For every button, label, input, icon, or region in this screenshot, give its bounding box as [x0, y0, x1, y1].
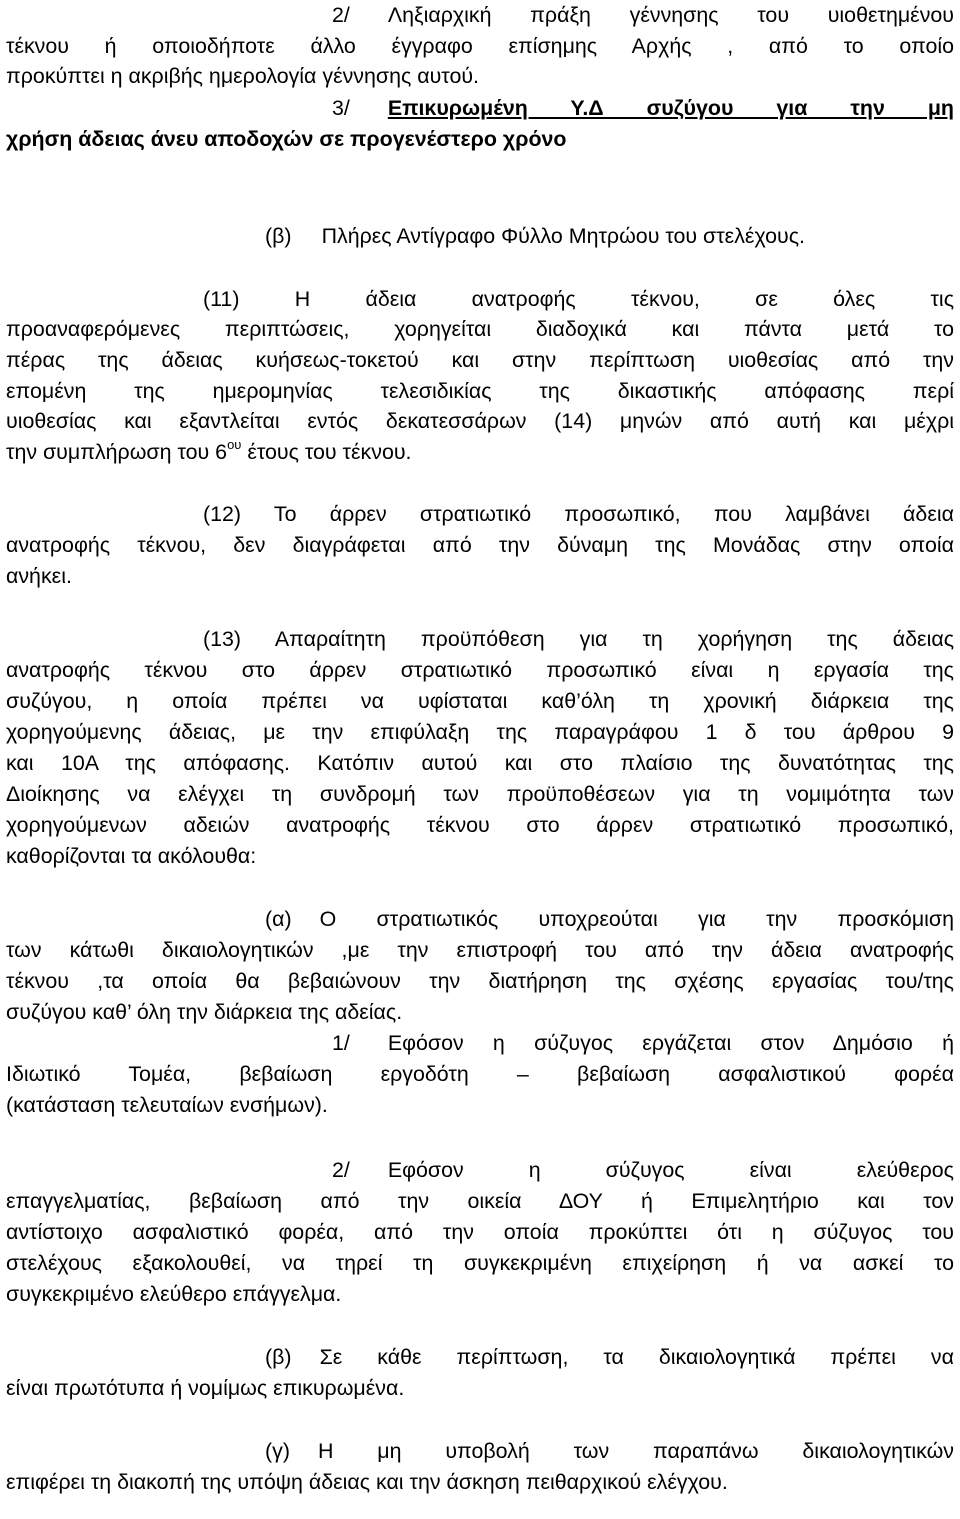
- item3-line1: [332, 95, 954, 121]
- p13-line6: Διοίκησης να ελέγχει τη συνδρομή των προϋποθέσεων για τη νομιμότητα των: [6, 782, 954, 806]
- g-line1: [265, 1438, 954, 1464]
- item3-line2: χρήση άδειας άνευ αποδοχών σε προγενέστερο χρόνο: [6, 127, 567, 151]
- b-line: [265, 223, 955, 249]
- b2-line2: είναι πρωτότυπα ή νομίμως επικυρωμένα.: [6, 1376, 405, 1400]
- a1-line2: Ιδιωτικό Τομέα, βεβαίωση εργοδότη – βεβαίωση ασφαλιστικού φορέα: [6, 1062, 954, 1086]
- a2-line3: αντίστοιχο ασφαλιστικό φορέα, από την οποία προκύπτει ότι η σύζυγος του: [6, 1220, 954, 1244]
- a1-text: Εφόσον η σύζυγος εργάζεται στον Δημόσιο ή: [387, 1031, 954, 1055]
- p13-line1: (13) Απαραίτητη προϋπόθεση για τη χορήγηση της άδειας: [203, 627, 954, 651]
- g-line2: επιφέρει τη διακοπή της υπόψη άδειας και την άσκηση πειθαρχικού ελέγχου.: [6, 1470, 728, 1494]
- a2-line1: [332, 1157, 954, 1183]
- p11-line6-end: έτους του τέκνου.: [241, 440, 412, 464]
- a-line2: των κάτωθι δικαιολογητικών ,με την επιστροφή του από την άδεια ανατροφής: [6, 938, 954, 962]
- a-line3: τέκνου ,τα οποία θα βεβαιώνουν την διατήρηση της σχέσης εργασίας του/της: [6, 969, 954, 993]
- a2-line5: συγκεκριμένο ελεύθερο επάγγελμα.: [6, 1282, 342, 1306]
- item3-label: 3/: [332, 96, 350, 120]
- p11-line5: υιοθεσίας και εξαντλείται εντός δεκατεσσάρων (14) μηνών από αυτή και μέχρι: [6, 409, 954, 433]
- p11-line1: (11) Η άδεια ανατροφής τέκνου, σε όλες τις: [203, 287, 954, 311]
- p13-line4: χορηγούμενης άδειας, με την επιφύλαξη της παραγράφου 1 δ του άρθρου 9: [6, 720, 954, 744]
- p12-line2: ανατροφής τέκνου, δεν διαγράφεται από την δύναμη της Μονάδας στην οποία: [6, 533, 954, 557]
- a-label: (α): [265, 907, 292, 931]
- b-label: (β): [265, 224, 292, 248]
- b-text: Πλήρες Αντίγραφο Φύλλο Μητρώου του στελέχους.: [321, 224, 805, 248]
- a1-label: 1/: [332, 1031, 350, 1055]
- p13-line3: συζύγου, η οποία πρέπει να υφίσταται καθ’όλη τη χρονική διάρκεια της: [6, 689, 954, 713]
- item2-line1: [332, 2, 954, 28]
- p13-line8: καθορίζονται τα ακόλουθα:: [6, 844, 257, 868]
- ordinal-suffix: ου: [227, 436, 242, 452]
- g-label: (γ): [265, 1439, 290, 1463]
- a1-line1: [332, 1030, 954, 1056]
- p12-line3: ανήκει.: [6, 564, 72, 588]
- b2-label: (β): [265, 1345, 292, 1369]
- a-line1: [265, 906, 954, 932]
- p13-line7: χορηγούμενων αδειών ανατροφής τέκνου στο άρρεν στρατιωτικό προσωπικό,: [6, 813, 954, 837]
- a2-text: Εφόσον η σύζυγος είναι ελεύθερος: [387, 1158, 954, 1182]
- p11-line3: πέρας της άδειας κυήσεως-τοκετού και στην περίπτωση υιοθεσίας από την: [6, 348, 954, 372]
- item2-text: Ληξιαρχική πράξη γέννησης του υιοθετημένου: [387, 3, 954, 27]
- p12-line1: (12) Το άρρεν στρατιωτικό προσωπικό, που λαμβάνει άδεια: [203, 502, 954, 526]
- p13-line5: και 10Α της απόφασης. Κατόπιν αυτού και στο πλαίσιο της δυνατότητας της: [6, 751, 954, 775]
- a2-label: 2/: [332, 1158, 350, 1182]
- p11-line4: επομένη της ημερομηνίας τελεσιδικίας της δικαστικής απόφασης περί: [6, 379, 954, 403]
- a2-line2: επαγγελματίας, βεβαίωση από την οικεία ΔΟΥ ή Επιμελητήριο και τον: [6, 1189, 954, 1213]
- g-text: Η μη υποβολή των παραπάνω δικαιολογητικών: [317, 1439, 954, 1463]
- item2-label: 2/: [332, 3, 350, 27]
- b2-text: Σε κάθε περίπτωση, τα δικαιολογητικά πρέπει να: [319, 1345, 954, 1369]
- item2-line3: προκύπτει η ακριβής ημερολογία γέννησης αυτού.: [6, 64, 479, 88]
- a-text: Ο στρατιωτικός υποχρεούται για την προσκόμιση: [319, 907, 954, 931]
- b2-line1: [265, 1344, 954, 1370]
- a2-line4: στελέχους εξακολουθεί, να τηρεί τη συγκεκριμένη επιχείρηση ή να ασκεί το: [6, 1251, 954, 1275]
- a-line4: συζύγου καθ’ όλη την διάρκεια της αδείας.: [6, 1000, 403, 1024]
- p11-line2: προαναφερόμενες περιπτώσεις, χορηγείται διαδοχικά και πάντα μετά το: [6, 317, 954, 341]
- item3-text: Επικυρωμένη Υ.Δ συζύγου για την μη: [387, 96, 954, 120]
- item2-line2: τέκνου ή οποιοδήποτε άλλο έγγραφο επίσημης Αρχής , από το οποίο: [6, 34, 954, 58]
- p13-line2: ανατροφής τέκνου στο άρρεν στρατιωτικό προσωπικό είναι η εργασία της: [6, 658, 954, 682]
- p11-line6: [6, 436, 954, 465]
- a1-line3: (κατάσταση τελευταίων ενσήμων).: [6, 1093, 328, 1117]
- p11-line6-text: την συμπλήρωση του 6: [6, 440, 228, 464]
